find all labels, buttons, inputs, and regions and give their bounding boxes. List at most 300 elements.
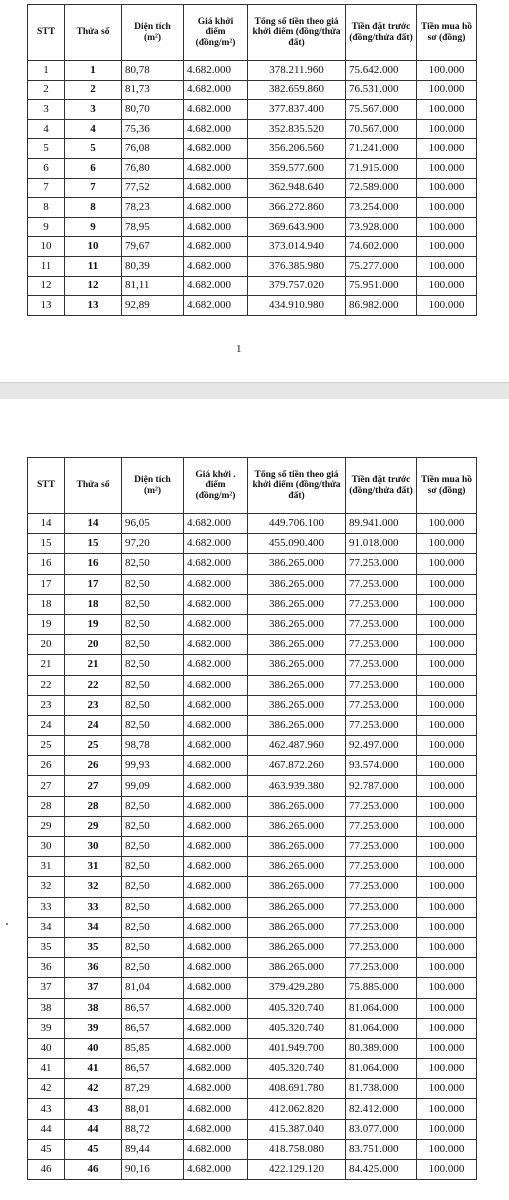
cell-tien-dat-truoc: 77.253.000 — [346, 675, 417, 695]
cell-tien-dat-truoc: 83.077.000 — [346, 1119, 417, 1139]
cell-stt: 10 — [28, 237, 65, 257]
cell-dien-tich: 97,20 — [122, 534, 184, 554]
cell-thua-so: 1 — [65, 61, 122, 81]
cell-tien-dat-truoc: 77.253.000 — [346, 554, 417, 574]
cell-tien-dat-truoc: 71.915.000 — [346, 158, 417, 178]
cell-gia-khoi-diem: 4.682.000 — [184, 917, 248, 937]
cell-thua-so: 41 — [65, 1059, 122, 1079]
cell-thua-so: 10 — [65, 237, 122, 257]
cell-dien-tich: 87,29 — [122, 1079, 184, 1099]
header-stt: STT — [28, 458, 65, 514]
cell-stt: 5 — [28, 139, 65, 159]
cell-stt: 43 — [28, 1099, 65, 1119]
cell-tong-so-tien: 386.265.000 — [248, 837, 346, 857]
cell-tong-so-tien: 434.910.980 — [248, 296, 346, 316]
cell-tien-dat-truoc: 75.277.000 — [346, 256, 417, 276]
cell-dien-tich: 82,50 — [122, 816, 184, 836]
cell-tien-mua-ho-so: 100.000 — [417, 296, 477, 316]
cell-tong-so-tien: 386.265.000 — [248, 635, 346, 655]
cell-dien-tich: 90,16 — [122, 1160, 184, 1180]
cell-tien-dat-truoc: 74.602.000 — [346, 237, 417, 257]
cell-tong-so-tien: 386.265.000 — [248, 655, 346, 675]
header-gia-khoi-diem: Giá khởi điểm (đồng/m²) — [184, 5, 248, 61]
cell-tien-mua-ho-so: 100.000 — [417, 1079, 477, 1099]
cell-tien-dat-truoc: 93.574.000 — [346, 756, 417, 776]
cell-dien-tich: 78,23 — [122, 198, 184, 218]
cell-tien-dat-truoc: 92.497.000 — [346, 736, 417, 756]
cell-dien-tich: 80,78 — [122, 61, 184, 81]
cell-tien-mua-ho-so: 100.000 — [417, 119, 477, 139]
cell-thua-so: 19 — [65, 614, 122, 634]
table-row — [28, 695, 477, 715]
cell-tien-dat-truoc: 77.253.000 — [346, 917, 417, 937]
cell-gia-khoi-diem: 4.682.000 — [184, 635, 248, 655]
header-dien-tich: Diện tích (m²) — [122, 5, 184, 61]
cell-dien-tich: 86,57 — [122, 1018, 184, 1038]
table-row — [28, 296, 477, 316]
cell-gia-khoi-diem: 4.682.000 — [184, 514, 248, 534]
cell-tong-so-tien: 377.837.400 — [248, 100, 346, 120]
cell-tien-mua-ho-so: 100.000 — [417, 736, 477, 756]
cell-tien-dat-truoc: 77.253.000 — [346, 857, 417, 877]
cell-tien-dat-truoc: 77.253.000 — [346, 635, 417, 655]
cell-tong-so-tien: 379.429.280 — [248, 978, 346, 998]
table-row — [28, 119, 477, 139]
cell-stt: 15 — [28, 534, 65, 554]
cell-gia-khoi-diem: 4.682.000 — [184, 958, 248, 978]
cell-tong-so-tien: 408.691.780 — [248, 1079, 346, 1099]
table-row — [28, 1160, 477, 1180]
cell-tien-mua-ho-so: 100.000 — [417, 276, 477, 296]
cell-dien-tich: 89,44 — [122, 1139, 184, 1159]
header-stt: STT — [28, 5, 65, 61]
document-page-1 — [0, 0, 509, 382]
table-header-row — [28, 458, 477, 514]
cell-gia-khoi-diem: 4.682.000 — [184, 276, 248, 296]
cell-thua-so: 28 — [65, 796, 122, 816]
cell-tien-mua-ho-so: 100.000 — [417, 574, 477, 594]
cell-tien-mua-ho-so: 100.000 — [417, 715, 477, 735]
cell-tien-dat-truoc: 71.241.000 — [346, 139, 417, 159]
cell-tien-mua-ho-so: 100.000 — [417, 857, 477, 877]
cell-dien-tich: 82,50 — [122, 796, 184, 816]
cell-tien-dat-truoc: 81.064.000 — [346, 1059, 417, 1079]
cell-stt: 1 — [28, 61, 65, 81]
cell-tien-dat-truoc: 70.567.000 — [346, 119, 417, 139]
cell-tong-so-tien: 386.265.000 — [248, 574, 346, 594]
cell-thua-so: 8 — [65, 198, 122, 218]
cell-tong-so-tien: 412.062.820 — [248, 1099, 346, 1119]
cell-stt: 32 — [28, 877, 65, 897]
table-row — [28, 614, 477, 634]
cell-stt: 28 — [28, 796, 65, 816]
table-row — [28, 139, 477, 159]
cell-dien-tich: 85,85 — [122, 1038, 184, 1058]
cell-thua-so: 14 — [65, 514, 122, 534]
cell-stt: 37 — [28, 978, 65, 998]
cell-tien-mua-ho-so: 100.000 — [417, 178, 477, 198]
cell-stt: 44 — [28, 1119, 65, 1139]
cell-stt: 24 — [28, 715, 65, 735]
cell-gia-khoi-diem: 4.682.000 — [184, 158, 248, 178]
cell-tien-mua-ho-so: 100.000 — [417, 635, 477, 655]
cell-thua-so: 6 — [65, 158, 122, 178]
cell-thua-so: 23 — [65, 695, 122, 715]
cell-tien-mua-ho-so: 100.000 — [417, 958, 477, 978]
cell-dien-tich: 82,50 — [122, 554, 184, 574]
cell-gia-khoi-diem: 4.682.000 — [184, 296, 248, 316]
table-row — [28, 837, 477, 857]
cell-stt: 17 — [28, 574, 65, 594]
cell-tien-dat-truoc: 77.253.000 — [346, 715, 417, 735]
cell-thua-so: 22 — [65, 675, 122, 695]
cell-thua-so: 39 — [65, 1018, 122, 1038]
cell-dien-tich: 82,50 — [122, 635, 184, 655]
table-row — [28, 554, 477, 574]
cell-dien-tich: 99,93 — [122, 756, 184, 776]
table-row — [28, 158, 477, 178]
cell-stt: 22 — [28, 675, 65, 695]
table-row — [28, 756, 477, 776]
cell-thua-so: 2 — [65, 80, 122, 100]
table-row — [28, 1038, 477, 1058]
cell-stt: 2 — [28, 80, 65, 100]
cell-gia-khoi-diem: 4.682.000 — [184, 80, 248, 100]
cell-thua-so: 18 — [65, 594, 122, 614]
cell-gia-khoi-diem: 4.682.000 — [184, 1160, 248, 1180]
cell-dien-tich: 76,08 — [122, 139, 184, 159]
cell-gia-khoi-diem: 4.682.000 — [184, 655, 248, 675]
cell-gia-khoi-diem: 4.682.000 — [184, 594, 248, 614]
cell-tong-so-tien: 405.320.740 — [248, 1018, 346, 1038]
cell-dien-tich: 78,95 — [122, 217, 184, 237]
cell-tien-mua-ho-so: 100.000 — [417, 139, 477, 159]
cell-thua-so: 13 — [65, 296, 122, 316]
table-row — [28, 675, 477, 695]
cell-dien-tich: 86,57 — [122, 998, 184, 1018]
cell-stt: 8 — [28, 198, 65, 218]
table-row — [28, 1139, 477, 1159]
cell-tien-mua-ho-so: 100.000 — [417, 796, 477, 816]
table-header-row — [28, 5, 477, 61]
cell-dien-tich: 80,70 — [122, 100, 184, 120]
cell-tong-so-tien: 386.265.000 — [248, 857, 346, 877]
cell-tong-so-tien: 415.387.040 — [248, 1119, 346, 1139]
cell-stt: 3 — [28, 100, 65, 120]
table-row — [28, 998, 477, 1018]
cell-tong-so-tien: 382.659.860 — [248, 80, 346, 100]
cell-gia-khoi-diem: 4.682.000 — [184, 574, 248, 594]
cell-gia-khoi-diem: 4.682.000 — [184, 937, 248, 957]
cell-stt: 13 — [28, 296, 65, 316]
cell-gia-khoi-diem: 4.682.000 — [184, 756, 248, 776]
cell-dien-tich: 81,11 — [122, 276, 184, 296]
cell-dien-tich: 82,50 — [122, 715, 184, 735]
table-row — [28, 635, 477, 655]
cell-gia-khoi-diem: 4.682.000 — [184, 217, 248, 237]
cell-tien-dat-truoc: 80.389.000 — [346, 1038, 417, 1058]
cell-gia-khoi-diem: 4.682.000 — [184, 1059, 248, 1079]
cell-tien-mua-ho-so: 100.000 — [417, 61, 477, 81]
cell-gia-khoi-diem: 4.682.000 — [184, 1119, 248, 1139]
cell-tien-mua-ho-so: 100.000 — [417, 978, 477, 998]
table-row — [28, 178, 477, 198]
cell-gia-khoi-diem: 4.682.000 — [184, 1038, 248, 1058]
cell-dien-tich: 80,39 — [122, 256, 184, 276]
cropped-text-fragment — [27, 0, 67, 3]
header-thua-so: Thửa số — [65, 458, 122, 514]
land-lot-table-page-2 — [27, 457, 477, 1180]
cell-tien-dat-truoc: 75.567.000 — [346, 100, 417, 120]
cell-thua-so: 9 — [65, 217, 122, 237]
cell-dien-tich: 81,04 — [122, 978, 184, 998]
cell-tong-so-tien: 405.320.740 — [248, 998, 346, 1018]
cell-tong-so-tien: 386.265.000 — [248, 614, 346, 634]
cell-thua-so: 7 — [65, 178, 122, 198]
cell-tien-mua-ho-so: 100.000 — [417, 1099, 477, 1119]
header-tong-so-tien: Tổng số tiền theo giá khởi điểm (đồng/thửa đất) — [248, 5, 346, 61]
cell-stt: 7 — [28, 178, 65, 198]
cell-stt: 26 — [28, 756, 65, 776]
cell-tien-dat-truoc: 77.253.000 — [346, 877, 417, 897]
scan-speck — [6, 923, 8, 925]
cell-tien-mua-ho-so: 100.000 — [417, 756, 477, 776]
cell-dien-tich: 76,80 — [122, 158, 184, 178]
cell-dien-tich: 82,50 — [122, 614, 184, 634]
cell-thua-so: 37 — [65, 978, 122, 998]
cell-tien-dat-truoc: 77.253.000 — [346, 897, 417, 917]
cell-gia-khoi-diem: 4.682.000 — [184, 837, 248, 857]
cell-tien-dat-truoc: 81.064.000 — [346, 998, 417, 1018]
cell-tong-so-tien: 386.265.000 — [248, 715, 346, 735]
header-thua-so: Thửa số — [65, 5, 122, 61]
cell-tien-dat-truoc: 83.751.000 — [346, 1139, 417, 1159]
cell-tien-dat-truoc: 89.941.000 — [346, 514, 417, 534]
cell-stt: 31 — [28, 857, 65, 877]
cell-stt: 4 — [28, 119, 65, 139]
cell-tien-mua-ho-so: 100.000 — [417, 1160, 477, 1180]
cell-thua-so: 42 — [65, 1079, 122, 1099]
cell-stt: 20 — [28, 635, 65, 655]
cell-gia-khoi-diem: 4.682.000 — [184, 857, 248, 877]
cell-stt: 33 — [28, 897, 65, 917]
cell-gia-khoi-diem: 4.682.000 — [184, 1079, 248, 1099]
cell-dien-tich: 82,50 — [122, 897, 184, 917]
page-separator — [0, 382, 509, 400]
cell-gia-khoi-diem: 4.682.000 — [184, 554, 248, 574]
cell-tong-so-tien: 386.265.000 — [248, 877, 346, 897]
table-row — [28, 1018, 477, 1038]
cell-tien-dat-truoc: 72.589.000 — [346, 178, 417, 198]
cell-thua-so: 35 — [65, 937, 122, 957]
cell-tien-dat-truoc: 77.253.000 — [346, 614, 417, 634]
cell-tien-dat-truoc: 77.253.000 — [346, 796, 417, 816]
cell-gia-khoi-diem: 4.682.000 — [184, 534, 248, 554]
cell-thua-so: 34 — [65, 917, 122, 937]
cell-gia-khoi-diem: 4.682.000 — [184, 776, 248, 796]
cell-dien-tich: 75,36 — [122, 119, 184, 139]
cell-tien-mua-ho-so: 100.000 — [417, 1059, 477, 1079]
cell-stt: 29 — [28, 816, 65, 836]
cell-tien-mua-ho-so: 100.000 — [417, 534, 477, 554]
cell-stt: 21 — [28, 655, 65, 675]
cell-gia-khoi-diem: 4.682.000 — [184, 1018, 248, 1038]
cell-dien-tich: 82,50 — [122, 574, 184, 594]
cell-gia-khoi-diem: 4.682.000 — [184, 998, 248, 1018]
cell-dien-tich: 82,50 — [122, 675, 184, 695]
cell-dien-tich: 88,72 — [122, 1119, 184, 1139]
cell-tien-mua-ho-so: 100.000 — [417, 816, 477, 836]
cell-tien-dat-truoc: 81.064.000 — [346, 1018, 417, 1038]
table-row — [28, 256, 477, 276]
cell-tien-dat-truoc: 75.951.000 — [346, 276, 417, 296]
cell-stt: 6 — [28, 158, 65, 178]
cell-tien-mua-ho-so: 100.000 — [417, 655, 477, 675]
cell-stt: 19 — [28, 614, 65, 634]
cell-tien-mua-ho-so: 100.000 — [417, 80, 477, 100]
cell-tong-so-tien: 386.265.000 — [248, 937, 346, 957]
table-row — [28, 655, 477, 675]
cell-gia-khoi-diem: 4.682.000 — [184, 614, 248, 634]
cell-thua-so: 27 — [65, 776, 122, 796]
cell-tong-so-tien: 455.090.400 — [248, 534, 346, 554]
cell-thua-so: 20 — [65, 635, 122, 655]
cell-stt: 14 — [28, 514, 65, 534]
cell-tien-mua-ho-so: 100.000 — [417, 877, 477, 897]
table-row — [28, 937, 477, 957]
table-row — [28, 877, 477, 897]
table-row — [28, 1099, 477, 1119]
cell-gia-khoi-diem: 4.682.000 — [184, 715, 248, 735]
cell-thua-so: 25 — [65, 736, 122, 756]
cell-tien-dat-truoc: 77.253.000 — [346, 574, 417, 594]
cell-tien-dat-truoc: 77.253.000 — [346, 837, 417, 857]
table-row — [28, 514, 477, 534]
cell-tong-so-tien: 386.265.000 — [248, 675, 346, 695]
header-tien-dat-truoc: Tiền đặt trước (đồng/thửa đất) — [346, 5, 417, 61]
cell-dien-tich: 82,50 — [122, 655, 184, 675]
table-row — [28, 857, 477, 877]
cell-tien-dat-truoc: 75.642.000 — [346, 61, 417, 81]
cell-tong-so-tien: 376.385.980 — [248, 256, 346, 276]
cell-thua-so: 46 — [65, 1160, 122, 1180]
table-row — [28, 237, 477, 257]
table-row — [28, 917, 477, 937]
table-row — [28, 715, 477, 735]
cell-tien-mua-ho-so: 100.000 — [417, 1018, 477, 1038]
cell-gia-khoi-diem: 4.682.000 — [184, 119, 248, 139]
cell-tien-dat-truoc: 91.018.000 — [346, 534, 417, 554]
cell-gia-khoi-diem: 4.682.000 — [184, 816, 248, 836]
cell-stt: 36 — [28, 958, 65, 978]
cell-stt: 23 — [28, 695, 65, 715]
cell-stt: 41 — [28, 1059, 65, 1079]
cell-thua-so: 45 — [65, 1139, 122, 1159]
table-row — [28, 897, 477, 917]
cell-gia-khoi-diem: 4.682.000 — [184, 1139, 248, 1159]
cell-tien-mua-ho-so: 100.000 — [417, 554, 477, 574]
cell-tien-dat-truoc: 73.254.000 — [346, 198, 417, 218]
cell-thua-so: 24 — [65, 715, 122, 735]
cell-tien-mua-ho-so: 100.000 — [417, 237, 477, 257]
cell-dien-tich: 82,50 — [122, 594, 184, 614]
cell-tien-mua-ho-so: 100.000 — [417, 100, 477, 120]
cell-tien-dat-truoc: 81.738.000 — [346, 1079, 417, 1099]
cell-stt: 30 — [28, 837, 65, 857]
cell-tien-dat-truoc: 75.885.000 — [346, 978, 417, 998]
cell-thua-so: 44 — [65, 1119, 122, 1139]
cell-dien-tich: 79,67 — [122, 237, 184, 257]
cell-thua-so: 32 — [65, 877, 122, 897]
cell-stt: 35 — [28, 937, 65, 957]
cell-tien-dat-truoc: 77.253.000 — [346, 655, 417, 675]
cell-stt: 38 — [28, 998, 65, 1018]
cell-dien-tich: 82,50 — [122, 937, 184, 957]
cell-tien-mua-ho-so: 100.000 — [417, 1119, 477, 1139]
cell-tien-mua-ho-so: 100.000 — [417, 217, 477, 237]
document-page-2 — [0, 399, 509, 1200]
cell-tong-so-tien: 386.265.000 — [248, 958, 346, 978]
table-row — [28, 958, 477, 978]
cell-gia-khoi-diem: 4.682.000 — [184, 897, 248, 917]
table-row — [28, 217, 477, 237]
cell-stt: 18 — [28, 594, 65, 614]
cell-tong-so-tien: 462.487.960 — [248, 736, 346, 756]
cell-tien-dat-truoc: 77.253.000 — [346, 958, 417, 978]
cell-gia-khoi-diem: 4.682.000 — [184, 237, 248, 257]
cell-tien-mua-ho-so: 100.000 — [417, 695, 477, 715]
cell-tong-so-tien: 386.265.000 — [248, 695, 346, 715]
table-row — [28, 594, 477, 614]
table-row — [28, 61, 477, 81]
cell-gia-khoi-diem: 4.682.000 — [184, 796, 248, 816]
cell-thua-so: 16 — [65, 554, 122, 574]
cell-tong-so-tien: 386.265.000 — [248, 816, 346, 836]
cell-thua-so: 30 — [65, 837, 122, 857]
header-tien-dat-truoc: Tiền đặt trước (đồng/thửa đất) — [346, 458, 417, 514]
cell-tien-mua-ho-so: 100.000 — [417, 675, 477, 695]
cell-gia-khoi-diem: 4.682.000 — [184, 877, 248, 897]
cell-tien-dat-truoc: 73.928.000 — [346, 217, 417, 237]
page-number: 1 — [236, 343, 242, 355]
cell-tong-so-tien: 463.939.380 — [248, 776, 346, 796]
cell-thua-so: 36 — [65, 958, 122, 978]
cell-tong-so-tien: 386.265.000 — [248, 897, 346, 917]
land-lot-table-page-1 — [27, 4, 477, 316]
cell-thua-so: 21 — [65, 655, 122, 675]
cell-tien-mua-ho-so: 100.000 — [417, 998, 477, 1018]
cell-dien-tich: 82,50 — [122, 877, 184, 897]
header-gia-khoi-diem: Giá khởi . điểm (đồng/m²) — [184, 458, 248, 514]
cell-gia-khoi-diem: 4.682.000 — [184, 100, 248, 120]
cell-thua-so: 33 — [65, 897, 122, 917]
table-row — [28, 574, 477, 594]
table-body-page-2 — [28, 514, 477, 1180]
table-row — [28, 978, 477, 998]
cell-tien-dat-truoc: 86.982.000 — [346, 296, 417, 316]
cell-stt: 9 — [28, 217, 65, 237]
table-row — [28, 1119, 477, 1139]
cell-tong-so-tien: 386.265.000 — [248, 554, 346, 574]
cell-stt: 39 — [28, 1018, 65, 1038]
header-tien-mua-ho-so: Tiền mua hồ sơ (đồng) — [417, 5, 477, 61]
cell-thua-so: 12 — [65, 276, 122, 296]
cell-gia-khoi-diem: 4.682.000 — [184, 675, 248, 695]
cell-dien-tich: 77,52 — [122, 178, 184, 198]
cell-tong-so-tien: 378.211.960 — [248, 61, 346, 81]
cell-dien-tich: 98,78 — [122, 736, 184, 756]
table-row — [28, 796, 477, 816]
